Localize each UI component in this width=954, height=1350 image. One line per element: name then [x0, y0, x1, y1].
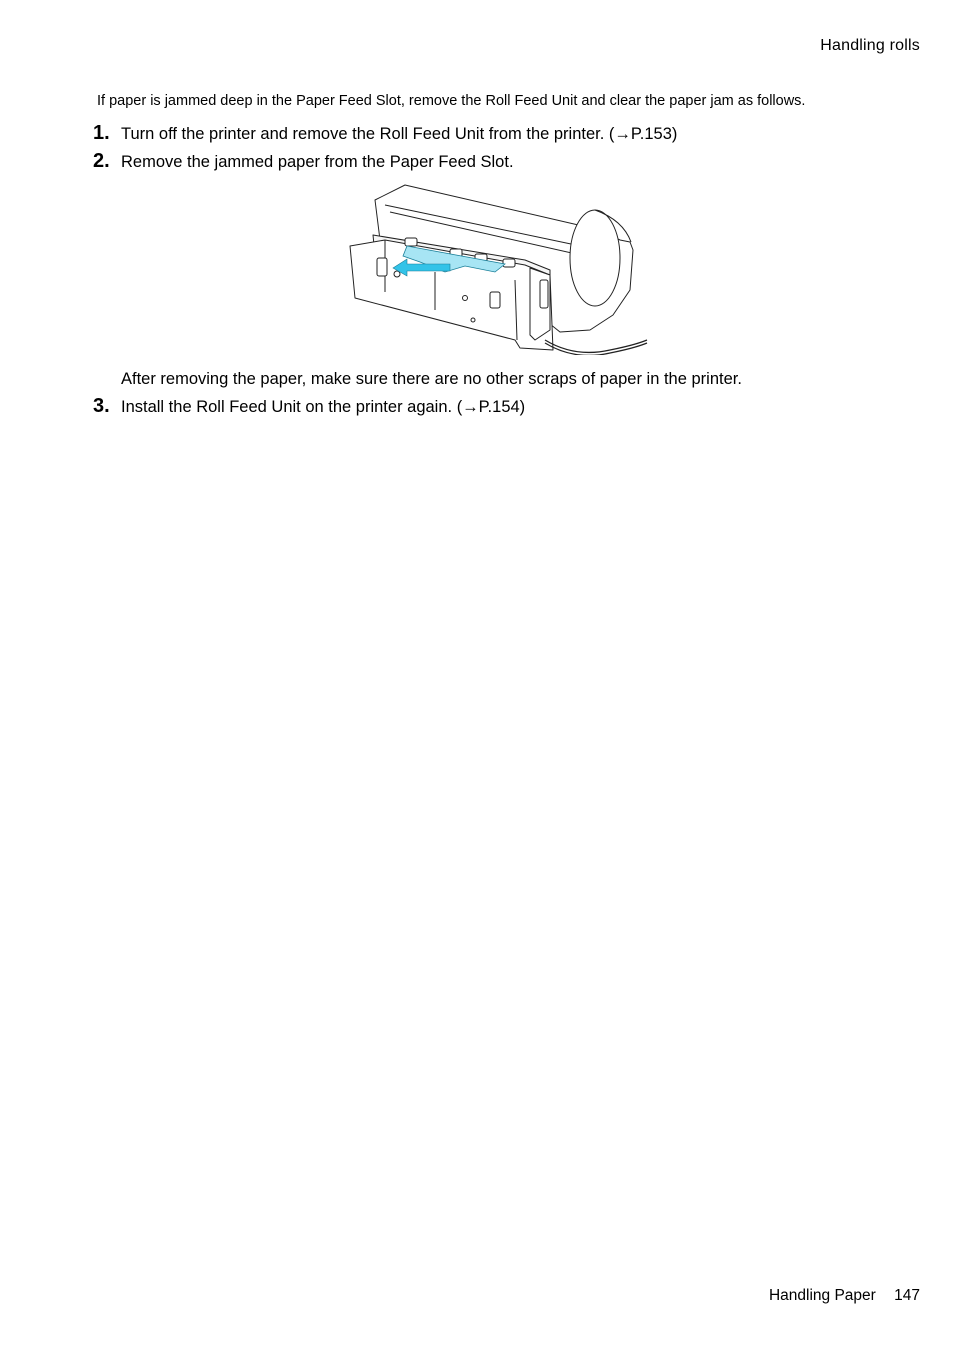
- step-text: Install the Roll Feed Unit on the printer again. (→P.154): [121, 398, 526, 416]
- step-2-note: After removing the paper, make sure there are no other scraps of paper in the printer.: [121, 370, 742, 388]
- step-number: 2.: [93, 150, 110, 172]
- printer-illustration: [345, 180, 651, 355]
- step-1: [93, 122, 677, 145]
- printer-paper-jam-image: [345, 180, 651, 355]
- page-footer: [769, 1287, 920, 1305]
- step-number: 1.: [93, 122, 110, 144]
- step-text: Remove the jammed paper from the Paper Feed Slot.: [121, 153, 514, 171]
- step-2: [93, 150, 514, 173]
- running-header: Handling rolls: [820, 37, 920, 54]
- footer-chapter: Handling Paper: [768, 1287, 876, 1304]
- step-text: Turn off the printer and remove the Roll Feed Unit from the printer. (→P.153): [121, 125, 678, 143]
- page-number: 147: [894, 1287, 920, 1304]
- step-number: 3.: [93, 395, 110, 417]
- step-3: [93, 395, 525, 418]
- intro-paragraph: If paper is jammed deep in the Paper Feed Slot, remove the Roll Feed Unit and clear the paper jam as follows.: [97, 93, 806, 109]
